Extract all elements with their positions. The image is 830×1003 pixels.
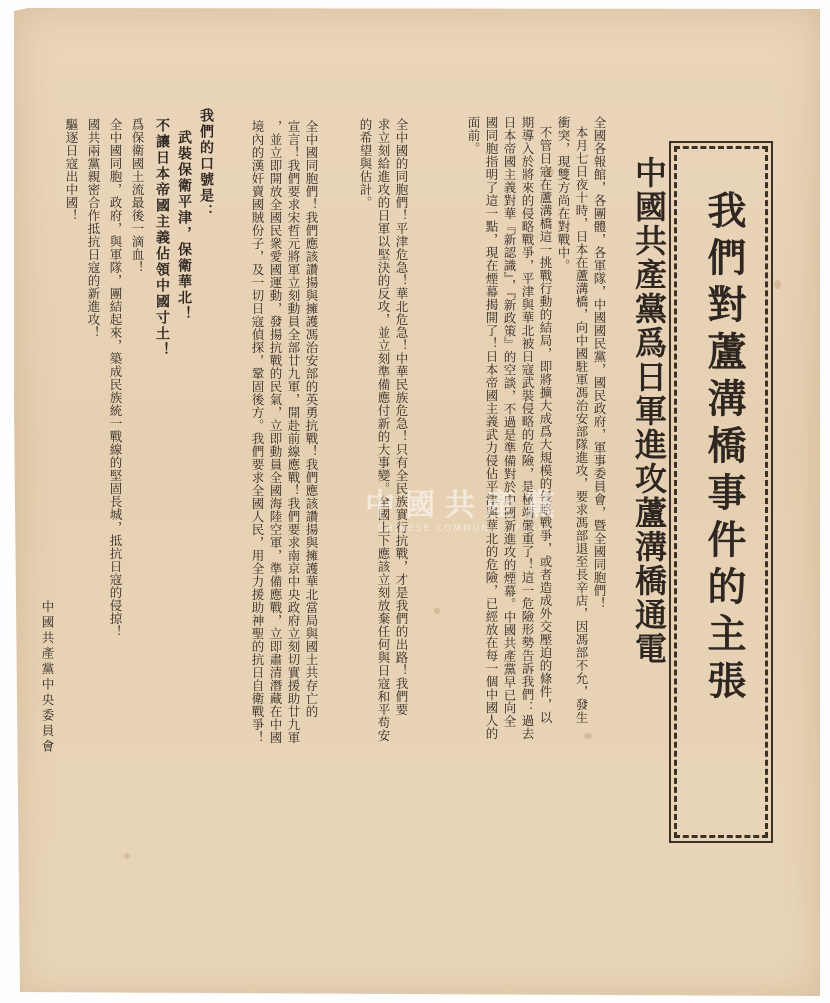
stain-spot [124, 853, 130, 859]
slogan-item: 不讓日本帝國主義佔領中國寸土！ [154, 118, 170, 358]
body-column: 全中國的同胞們！平津危急！華北危急！中華民族危急！只有全民族實行抗戰，才是我們的出路！我們要 [394, 118, 409, 716]
watermark-main: 中國共產黨 [365, 488, 565, 523]
body-column: 境內的漢奸賣國賊份子，及一切日寇偵探，鞏固後方。我們要求全國人民，用全力援助神聖的抗日自衛戰爭！ [250, 120, 265, 744]
body-column: ，並立即開放全國民衆愛國運動，發揚抗戰的民氣，立即動員全國海陸空軍，準備應戰，立即肅清潛藏在中國 [268, 120, 283, 744]
slogan-item: 全中國同胞，政府，與軍隊，團結起來，築成民族統一戰線的堅固長城，抵抗日寇的侵掠！ [108, 118, 123, 638]
slogan-item: 武裝保衛平津，保衛華北！ [176, 130, 192, 322]
body-column: 全國各報館，各團體，各軍隊，中國國民黨，國民政府，軍事委員會，暨全國同胞們！ [592, 116, 607, 610]
body-column: 本月七日夜十時，日本在蘆溝橋，向中國駐軍馮治安部隊進攻，要求馮部退至長辛店，因馮部不允，發生 [574, 126, 589, 724]
body-column: 國同胞指明了這一點，現在煙幕揭開了！日本帝國主義武力侵佔平津與華北的危險，已經放在每一個中國人的 [484, 116, 499, 740]
body-column: 衝突，現雙方尚在對戰中。 [556, 116, 571, 272]
stain-spot [584, 733, 592, 739]
stain-spot [774, 280, 781, 289]
signature: 中國共產黨中央委員會 [40, 600, 55, 755]
body-column: 日本帝國主義對華『新認識』，『新政策』的空談，不過是準備對於中國新進攻的煙幕。中國共產黨早已向全 [502, 116, 517, 728]
body-column: 全中國同胞們！我們應該讚揚與擁護馮治安部的英勇抗戰！我們應該讚揚與擁護華北當局與國土共存亡的 [304, 120, 319, 718]
document-title: 我們對蘆溝橋事件的主張 [701, 190, 747, 707]
slogan-item: 爲保衛國土流最後一滴血！ [130, 118, 145, 274]
body-column: 求立刻給進攻的日軍以堅決的反攻，並立刻準備應付新的大事變。全國上下應該立刻放棄任何與日寇和平苟安 [376, 118, 391, 742]
body-column: 的希望與估計。 [358, 118, 373, 209]
body-column: 面前。 [466, 116, 481, 155]
watermark-sub: CHINESE COMMUNIST PARTY [377, 524, 553, 534]
slogan-heading: 我們的口號是： [198, 108, 214, 220]
slogan-item: 國共兩黨親密合作抵抗日寇的新進攻！ [86, 118, 101, 339]
body-column: 不管日寇在蘆溝橋這一挑戰行動的結局，即將擴大成爲大規模的侵略戰爭，或者造成外交壓迫的條件，以 [538, 126, 553, 724]
body-column: 宣言！我們要求宋哲元將軍立刻動員全部廿九軍，開赴前線應戰！我們要求南京中央政府立刻切實援助廿九軍 [286, 120, 301, 744]
stain-spot [434, 608, 440, 614]
slogan-item: 驅逐日寇出中國！ [64, 118, 79, 222]
body-column: 期導入於將來的侵略戰爭，平津與華北被日寇武裝侵略的危險，是極端嚴重了！這一危險形勢告訴我們：過去 [520, 116, 535, 740]
document-subtitle: 中國共產黨爲日軍進攻蘆溝橋通電 [630, 156, 668, 666]
